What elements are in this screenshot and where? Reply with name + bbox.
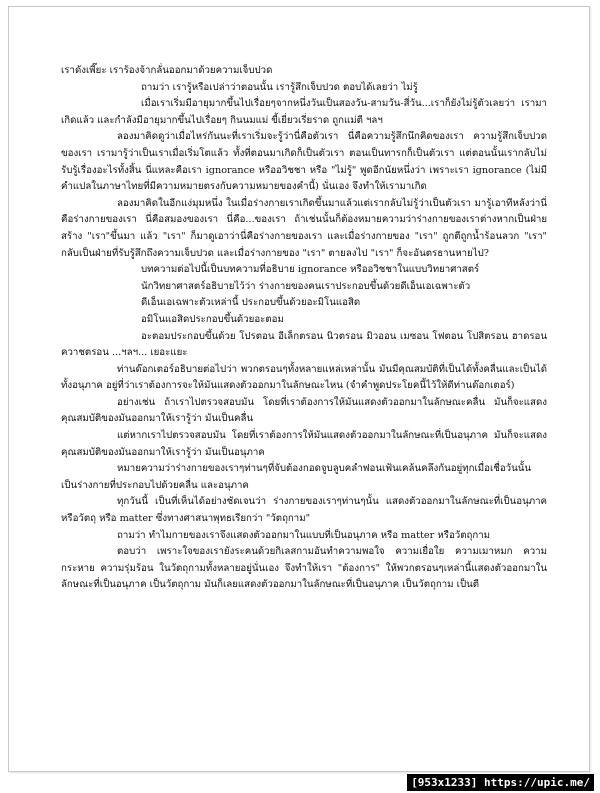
paragraph: อมิโนแอสิดประกอบขึ้นด้วยอะตอม [141,313,284,325]
paragraph: ถามว่า เรารู้หรือเปล่าว่าตอนนั้น เรารู้สึกเจ็บปวด ตอบได้เลยว่า ไม่รู้ [141,81,418,93]
paragraph: ทุกวันนี้ เป็นที่เห็นได้อย่างชัดเจนว่า ร่างกายของเราๆท่านๆนั้น แสดงตัวออกมาในลักษณะที่เป็นอนุภาค หรือวัตถุ หรือ matter ซึ่งทางศาสนาพุทธเรียกว่า "วัตถุกาม" [61,496,547,525]
paragraph: บทความต่อไปนี้เป็นบทความที่อธิบาย ignorance หรืออวิชชาในแบบวิทยาศาสตร์ [141,264,480,276]
paragraph: ท่านด๊อกเตอร์อธิบายต่อไปว่า พวกตรอนๆทั้งหลายแหล่เหล่านั้น มันมีคุณสมบัติที่เป็นได้ทั้งคลื่นและเป็นได้ทั้งอนุภาค อยู่ที่ว่าเราต้องการจะให้มันแสดงตัวออกมาในลักษณะไหน (จำคำพูดประโยคนี้ไว้ให้ดีท่านด๊อกเตอร์) [61,363,547,392]
document-page [8,6,590,772]
document-body [61,63,547,594]
paragraph: เราดังเพี๊ยะ เราร้องจ้ากลั่นออกมาด้วยความเจ็บปวด [61,65,273,76]
paragraph: ลองมาคิดดูว่าเมื่อไหร่กันนะที่เราเริ่มจะรู้ว่านี่คือตัวเรา นี่คือความรู้สึกนึกคิดของเรา ความรู้สึกเจ็บปวดของเรา เรามารู้ว่าเป็นเราเมื่อเริ่มโตแล้ว ทั้งที่ตอนมาเกิดก็เป็นตัวเรา ตอนเป็นทารกก็เป็นตัวเรา แต่ตอนนั้นเรากลับไม่รับรู้เรื่องอะไรทั้งสิ้น นี่แหละคือเรา ignorance หรืออวิชชา หรือ "ไม่รู้" พูดอีกนัยหนึ่งว่า เพราะเรา ignorance (ไม่มีคำแปลในภาษาไทยที่มีความหมายตรงกับความหมายของคำนี้) นั่นเอง จึงทำให้เรามาเกิด [61,131,547,193]
paragraph: หมายความว่าร่างกายของเราๆท่านๆที่จับต้องกอดจูบลูบคลำฟอนเฟ้นเคล้นคลึงกันอยู่ทุกเมื่อเชื่อวันนั้นเป็นร่างกายที่ประกอบไปด้วยคลื่น และอนุภาค [61,463,531,491]
paragraph: อะตอมประกอบขึ้นด้วย โปรตอน อีเล็กตรอน นิวตรอน มิวออน เมซอน โฟตอน โปสิตรอน ฮาดรอน ควาชตรอน ...ฯลฯ... เยอะแยะ [61,330,547,359]
paragraph: เมื่อเราเริ่มมีอายุมากขึ้นไปเรื่อยๆจากหนึ่งวันเป็นสองวัน-สามวัน-สี่วัน...เราก็ยังไม่รู้ตัวเลยว่า เรามาเกิดแล้ว และกำลังมีอายุมากขึ้นไปเรื่อยๆ กินนมแม่ ขี้เยี่ยวเรี่ยราด ถูกแม่ตี ฯลฯ [61,98,547,126]
paragraph: ลองมาคิดในอีกแง่มุมหนึ่ง ในเมื่อร่างกายเราเกิดขึ้นมาแล้วแต่เรากลับไม่รู้ว่าเป็นตัวเรา มารู้เอาทีหลังว่านี่คือร่างกายของเรา นี่คือสมองของเรา นี่คือ...ของเรา ถ้าเช่นนั้นก็ต้องหมายความว่าร่างกายของเราต่างหากเป็นฝ่ายสร้าง "เรา"ขึ้นมา แล้ว "เรา" ก็มาดูเอาว่านี่คือร่างกายของเรา และเมื่อร่างกายของ "เรา" ถูกตีถูกน้ำร้อนลวก "เรา" กลับเป็นฝ่ายที่รับรู้สึกถึงความเจ็บปวด และเมื่อร่างกายของ "เรา" ตายลงไป "เรา" ก็จะอันตรธานหายไป? [61,197,547,259]
paragraph: นักวิทยาศาสตร์อธิบายไว้ว่า ร่างกายของคนเราประกอบขึ้นด้วยดีเอ็นเอเฉพาะตัว [141,280,471,292]
paragraph: ดีเอ็นเอเฉพาะตัวเหล่านี้ ประกอบขึ้นด้วยอะมิโนแอสิด [141,297,361,309]
paragraph: อย่างเช่น ถ้าเราไปตรวจสอบมัน โดยที่เราต้องการให้มันแสดงตัวออกมาในลักษณะคลื่น มันก็จะแสดงคุณสมบัติของมันออกมาให้เรารู้ว่า มันเป็นคลื่น [61,396,547,425]
image-size-watermark: [953x1233] https://upic.me/ [407,774,594,791]
paragraph: ตอบว่า เพราะใจของเรายังระคนด้วยกิเลสกามอันทำความพอใจ ความเยื่อใย ความเมาหมก ความกระหาย ความรุ่มร้อน ในวัตถุกามทั้งหลายอยู่นั่นเอง จึงทำให้เรา "ต้องการ" ให้พวกตรอนๆเหล่านี้แสดงตัวออกมาในลักษณะที่เป็นอนุภาค เป็นวัตถุกาม มันก็เลยแสดงตัวออกมาในลักษณะที่เป็นอนุภาค เป็นวัตถุกาม เป็นตี [61,546,547,591]
paragraph: ถามว่า ทำไมกายของเราจึงแสดงตัวออกมาในแบบที่เป็นอนุภาค หรือ matter หรือวัตถุกาม [117,529,491,541]
paragraph: แต่หากเราไปตรวจสอบมัน โดยที่เราต้องการให้มันแสดงตัวออกมาในลักษณะที่เป็นอนุภาค มันก็จะแสดงคุณสมบัติของมันออกมาให้เรารู้ว่า มันเป็นอนุภาค [61,430,547,458]
